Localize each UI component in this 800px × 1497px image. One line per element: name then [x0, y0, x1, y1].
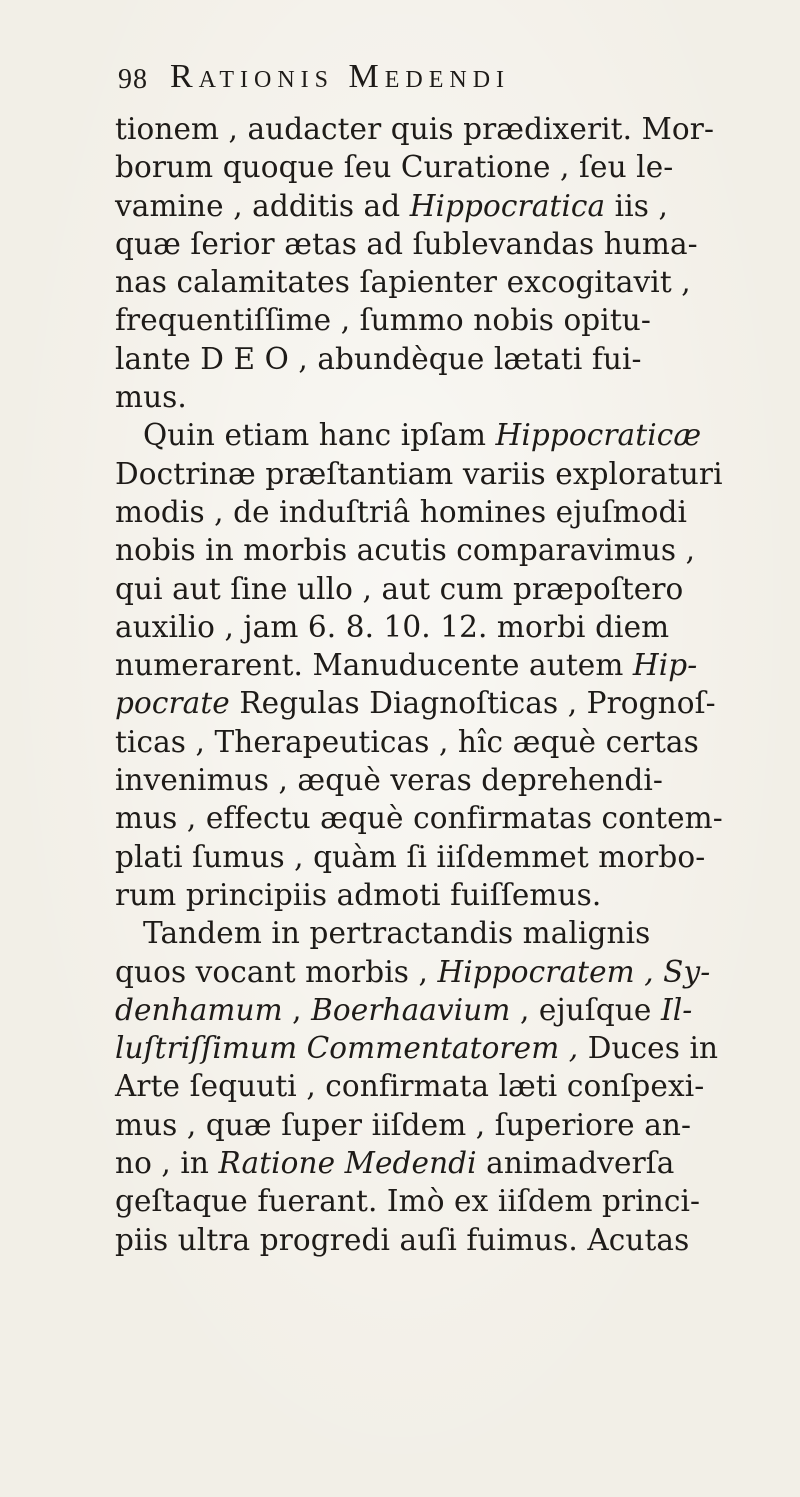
- page-number: 98: [118, 64, 148, 95]
- text-segment: quos vocant morbis ,: [115, 954, 438, 989]
- text-segment: numerarent. Manuducente autem: [115, 648, 633, 683]
- italic-segment: Hippocratica: [409, 188, 606, 223]
- text-line: [115, 1106, 715, 1144]
- text-segment: modis , de induſtriâ homines ejuſmodi: [115, 494, 688, 529]
- text-line: [115, 991, 715, 1029]
- text-segment: nas calamitates ſapienter excogitavit ,: [115, 265, 691, 300]
- text-line: [115, 608, 715, 646]
- text-segment: invenimus , æquè veras deprehendi-: [115, 763, 663, 798]
- text-segment: borum quoque ſeu Curatione , ſeu le-: [115, 150, 674, 185]
- text-segment: geſtaque fuerant. Imò ex iiſdem princi-: [115, 1184, 701, 1219]
- text-line: [115, 148, 715, 186]
- text-line: [115, 1182, 715, 1220]
- text-segment: qui aut ſine ullo , aut cum præpoſtero: [115, 571, 684, 606]
- italic-segment: denhamum: [115, 992, 283, 1027]
- italic-segment: Hippocraticæ: [495, 418, 702, 453]
- text-segment: tionem , audacter quis prædixerit. Mor-: [115, 112, 715, 146]
- running-title: Rationis Medendi: [170, 58, 511, 95]
- italic-segment: Hippocratem , Sy-: [437, 954, 711, 989]
- text-line: [115, 225, 715, 263]
- text-line: [115, 455, 723, 493]
- text-segment: animadverſa: [476, 1146, 675, 1181]
- text-line: [115, 1067, 715, 1105]
- text-line: [115, 187, 715, 225]
- text-segment: Duces in: [578, 1031, 719, 1066]
- body-text: [115, 110, 723, 1259]
- text-segment: rum principiis admoti fuiſſemus.: [115, 877, 602, 912]
- text-line: [115, 340, 715, 378]
- text-line: [115, 416, 715, 454]
- text-segment: mus , quæ ſuper iiſdem , ſuperiore an-: [115, 1107, 692, 1142]
- text-line: [115, 914, 715, 952]
- text-segment: auxilio , jam 6. 8. 10. 12. morbi diem: [115, 609, 670, 644]
- text-line: [115, 1144, 715, 1182]
- text-segment: frequentiſſime , ſummo nobis opitu-: [115, 303, 651, 338]
- italic-segment: Boerhaavium: [311, 992, 511, 1027]
- text-line: [115, 493, 715, 531]
- text-line: [115, 838, 715, 876]
- text-segment: , ejuſque: [510, 992, 661, 1027]
- text-segment: mus , effectu æquè confirmatas contem-: [115, 801, 723, 836]
- text-line: [115, 799, 723, 837]
- text-segment: vamine , additis ad: [115, 188, 410, 223]
- text-line: [115, 953, 715, 991]
- text-segment: Regulas Diagnoſticas , Prognoſ-: [229, 686, 716, 721]
- text-line: [115, 301, 715, 339]
- text-line: [115, 646, 715, 684]
- text-line: [115, 761, 715, 799]
- italic-segment: Ratione Medendi: [218, 1146, 477, 1181]
- text-segment: iis ,: [605, 188, 668, 223]
- text-line: [115, 263, 715, 301]
- text-line: [115, 1029, 719, 1067]
- text-segment: Doctrinæ præſtantiam variis exploraturi: [115, 456, 723, 491]
- italic-segment: luſtriſſimum Commentatorem ,: [115, 1031, 579, 1066]
- text-segment: plati ſumus , quàm ſi iiſdemmet morbo-: [115, 839, 706, 874]
- text-line: [115, 110, 715, 148]
- text-line: [115, 684, 715, 722]
- text-segment: ,: [282, 992, 312, 1027]
- text-segment: Arte ſequuti , confirmata læti conſpexi-: [115, 1069, 705, 1104]
- text-segment: Quin etiam hanc ipſam: [143, 418, 496, 453]
- text-segment: quæ ſerior ætas ad ſublevandas huma-: [115, 226, 698, 261]
- text-line: [115, 570, 715, 608]
- text-segment: lante D E O , abundèque lætati fui-: [115, 341, 642, 376]
- italic-segment: pocrate: [115, 686, 230, 721]
- text-line: [115, 378, 715, 416]
- italic-segment: Hip-: [632, 648, 698, 683]
- text-segment: no , in: [115, 1146, 219, 1181]
- text-line: [115, 723, 715, 761]
- text-line: [115, 876, 715, 914]
- text-segment: Tandem in pertractandis malignis: [143, 916, 651, 951]
- page-header: [118, 58, 678, 98]
- text-segment: nobis in morbis acutis comparavimus ,: [115, 533, 696, 568]
- text-segment: piis ultra progredi auſi fuimus. Acutas: [115, 1222, 690, 1257]
- text-line: [115, 1221, 715, 1259]
- text-segment: mus.: [115, 380, 187, 415]
- text-segment: ticas , Therapeuticas , hîc æquè certas: [115, 724, 699, 759]
- italic-segment: Il-: [660, 992, 693, 1027]
- text-line: [115, 531, 715, 569]
